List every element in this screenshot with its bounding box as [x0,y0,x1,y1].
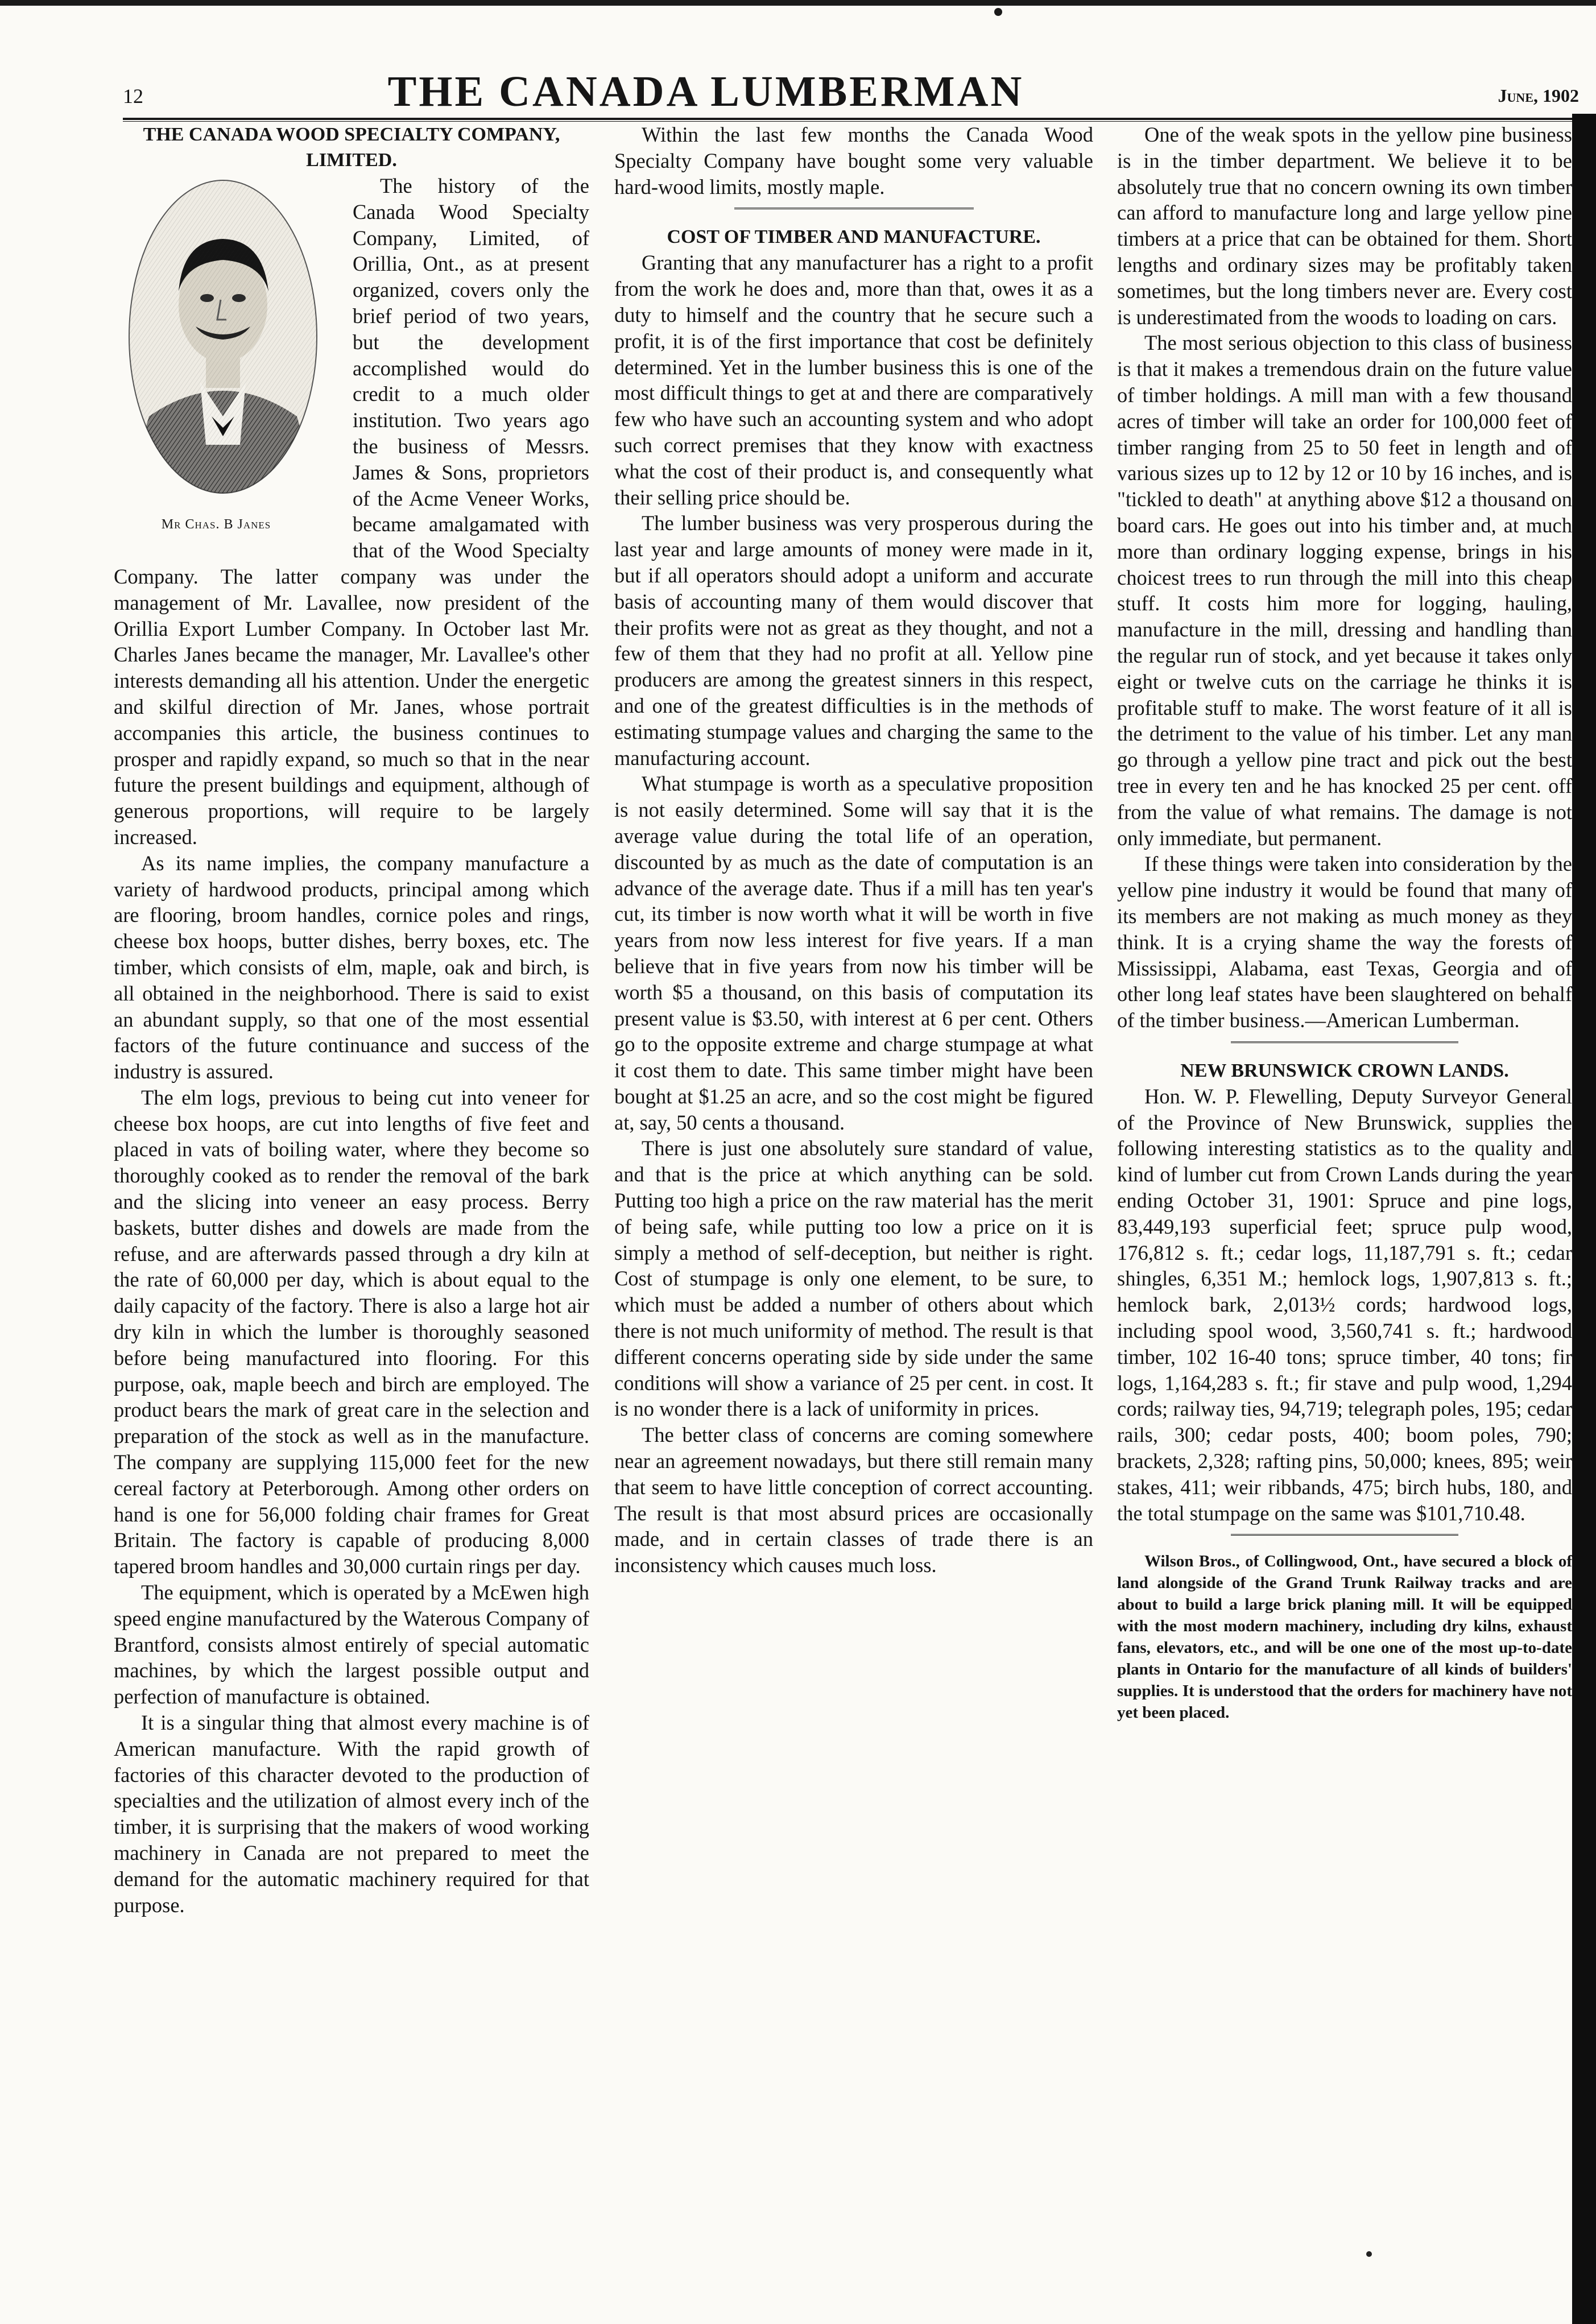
paragraph: The equipment, which is operated by a McEwen high speed engine manufactured by the Waterous Company of Brantford, consists almost entirely of special automatic machines, by which the largest possible output and perfection of manufacture is obtained. [114,1581,589,1709]
portrait-engraving [126,177,320,496]
column-2 [614,122,1093,1578]
scan-binding-edge [1572,114,1596,2324]
issue-date: June, 1902 [1498,85,1579,106]
paragraph: It is a singular thing that almost every machine is of American manufacture. With the rapid growth of factories of this character devoted to the production of specialties and the utilization of almost every inch of the timber, it is surprising that the makers of wood working machinery in Canada are not prepared to meet the demand for the automatic machinery required for that purpose. [114,1711,589,1917]
section-divider [1231,1041,1458,1043]
paragraph: As its name implies, the company manufacture a variety of hardwood products, principal among which are flooring, broom handles, cornice poles and rings, cheese box hoops, butter dishes, berry boxes, etc. The timber, which consists of elm, maple, oak and birch, is all obtained in the neighborhood. There is said to exist an abundant supply, so that one of the most essential factors of the future continuance and success of the industry is assured. [114,851,589,1084]
ink-dot [994,8,1002,16]
column-3 [1117,122,1572,1723]
paragraph: The most serious objection to this class of business is that it makes a tremendous drain on the future value of timber holdings. A mill man with a few thousand acres of timber will take an order for 100,000 feet of timber ranging from 25 to 50 feet in length and of various sizes up to 12 by 12 or 10 by 16 inches, and is "tickled to death" at anything above $12 a thousand on board cars. He goes out into his timber and, at much more than ordinary logging expense, brings in his choicest trees to run through the mill into this cheap stuff. It costs him more for logging, hauling, manufacture in the mill, dressing and handling than the regular run of stock, and yet because it takes only eight or twelve cuts on the carriage he thinks it is profitable stuff to make. The worst feature of it all is the detriment to the value of his timber. Let any man go through a yellow pine tract and pick out the best tree in every ten and he has knocked 25 per cent. off from the value of what remains. The damage is not only immediate, but permanent. [1117,331,1572,850]
page-number: 12 [123,85,143,107]
news-brief: Wilson Bros., of Collingwood, Ont., have secured a block of land alongside of the Grand Trunk Railway tracks and are about to build a large brick planing mill. It will be equipped with the most modern machinery, including dry kilns, exhaust fans, elevators, etc., and will be one one of the most up-to-date plants in Ontario for the manufacture of all kinds of builders' supplies. It is understood that the orders for machinery have not yet been placed. [1117,1552,1572,1722]
top-border-rule [0,0,1596,6]
paragraph: Hon. W. P. Flewelling, Deputy Surveyor General of the Province of New Brunswick, supplies the following interesting statistics as to the quality and kind of lumber cut from Crown Lands during the year ending October 31, 1901: Spruce and pine logs, 83,449,193 superficial feet; spruce pulp wood, 176,812 s. ft.; cedar logs, 11,187,791 s. ft.; cedar shingles, 6,351 M.; hemlock logs, 1,907,813 s. ft.; hemlock bark, 2,013½ cords; hardwood logs, including spool wood, 3,560,741 s. ft.; hardwood timber, 102 16-40 tons; spruce timber, 40 tons; fir logs, 1,164,283 s. ft.; fir stave and pulp wood, 1,294 cords; railway ties, 94,719; telegraph poles, 195; cedar rails, 300; cedar posts, 400; boom poles, 790; brackets, 2,328; rafting pins, 50,000; knees, 895; weir stakes, 411; weir ribbands, 475; birch hubs, 180, and the total stumpage on the same was $101,710.48. [1117,1084,1572,1525]
paragraph: What stumpage is worth as a speculative proposition is not easily determined. Some will say that it is the average value during the total life of an operation, discounted by as much as the date of computation is an advance of the average date. Thus if a mill has ten year's cut, its timber is now worth what it will be worth in five years from now less interest for five years. If a man believe that in five years from now his timber will be worth $5 a thousand, on this basis of computation its present value is $3.50, with interest at 6 per cent. Others go to the opposite extreme and charge stumpage at what it cost them to date. This same timber might have been bought at $1.25 an acre, and so the cost might be figured at, say, 50 cents a thousand. [614,772,1093,1134]
paragraph: Granting that any manufacturer has a right to a profit from the work he does and, more than that, owes it as a duty to himself and the country that he secure such a profit, it is of the first importance that cost be definitely determined. Yet in the lumber business this is one of the most difficult things to get at and there are comparatively few who have such an accounting system and who adopt such correct premises that they know with exactness what the cost of their product is, and consequently what their selling price should be. [614,251,1093,509]
section-divider [1231,1534,1458,1536]
paragraph: The history of the Canada Wood Specialty Company, Limited, of Orillia, Ont., as at present organized, covers only the brief period of two years, but the development accomplished would do credit to a much older institution. Two years ago the business of Messrs. James & Sons, proprietors of the Acme Veneer Works, became amalgamated with that of the Wood Specialty Company. The latter company was under the management of Mr. Lavallee, now president of the Orillia Export Lumber Company. In October last Mr. Charles Janes became the manager, Mr. Lavallee's other interests demanding all his attention. Under the energetic and skilful direction of Mr. Janes, whose portrait accompanies this article, the business continues to prosper and rapidly expand, so much so that in the near future the present buildings and equipment, although of generous proportions, will require to be largely increased. [114,174,589,849]
paragraph: The better class of concerns are coming somewhere near an agreement nowadays, but there still remain many that seem to have little conception of correct accounting. The result is that most absurd prices are occasionally made, and in certain classes of trade there is an inconsistency which causes much loss. [614,1423,1093,1577]
portrait-caption: Mr Chas. B Janes [161,517,271,532]
paragraph: Within the last few months the Canada Wood Specialty Company have bought some very valuable hard-wood limits, mostly maple. [614,123,1093,199]
masthead-rule [123,118,1579,120]
paragraph: One of the weak spots in the yellow pine business is in the timber department. We believe it to be absolutely true that no concern owning its own timber can afford to manufacture long and large yellow pine timbers at a price that can be obtained for them. Short lengths and ordinary sizes may be profitably taken sometimes, but the long timbers never are. Every cost is underestimated from the woods to loading on cars. [1117,123,1572,329]
portrait-figure [114,173,341,540]
paragraph: If these things were taken into consideration by the yellow pine industry it would be found that many of its members are not making as much money as they think. It is a crying shame the way the forests of Mississippi, Alabama, east Texas, Georgia and of other long leaf states have been slaughtered on behalf of the timber business.—American Lumberman. [1117,852,1572,1032]
ink-dot [1366,2251,1372,2257]
paragraph: The lumber business was very prosperous during the last year and large amounts of money were made in it, but if all operators should adopt a uniform and accurate basis of accounting many of them would discover that their profits were not as great as they thought, and not a few of them that they had no profit at all. Yellow pine producers are among the greatest sinners in this respect, and one of the greatest difficulties is in the methods of estimating stumpage values and charging the same to the manufacturing account. [614,511,1093,770]
masthead [123,67,1579,121]
article-title: THE CANADA WOOD SPECIALTY COMPANY, LIMITED. [143,124,560,171]
article-title: COST OF TIMBER AND MANUFACTURE. [667,226,1041,248]
column-1 [114,122,589,1918]
paragraph: The elm logs, previous to being cut into veneer for cheese box hoops, are cut into lengths of five feet and placed in vats of boiling water, where they become so thoroughly cooked as to render the removal of the bark and the slicing into veneer an easy process. Berry baskets, butter dishes and dowels are made from the refuse, and are afterwards passed through a dry kiln at the rate of 60,000 per day, which is about equal to the daily capacity of the factory. There is also a large hot air dry kiln in which the lumber is thoroughly seasoned before being manufactured into flooring. For this purpose, oak, maple beech and birch are employed. The product bears the mark of great care in the selection and preparation of the stock as well as in the manufacture. The company are supplying 115,000 feet for the new cereal factory at Peterborough. Among other orders on hand is one for 56,000 folding chair frames for Great Britain. The factory is capable of producing 8,000 tapered broom handles and 30,000 curtain rings per day. [114,1085,589,1578]
article-title: NEW BRUNSWICK CROWN LANDS. [1180,1060,1509,1081]
section-divider [734,208,974,209]
newspaper-title: THE CANADA LUMBERMAN [387,68,1024,115]
paragraph: There is just one absolutely sure standard of value, and that is the price at which anything can be sold. Putting too high a price on the raw material has the merit of being safe, while putting too low a price on it is simply a method of self-deception, but neither is right. Cost of stumpage is only one element, to be sure, to which must be added a number of others about which there is not much uniformity of method. The result is that different concerns operating side by side under the same conditions will show a variance of 25 per cent. in cost. It is no wonder there is a lack of uniformity in prices. [614,1136,1093,1421]
